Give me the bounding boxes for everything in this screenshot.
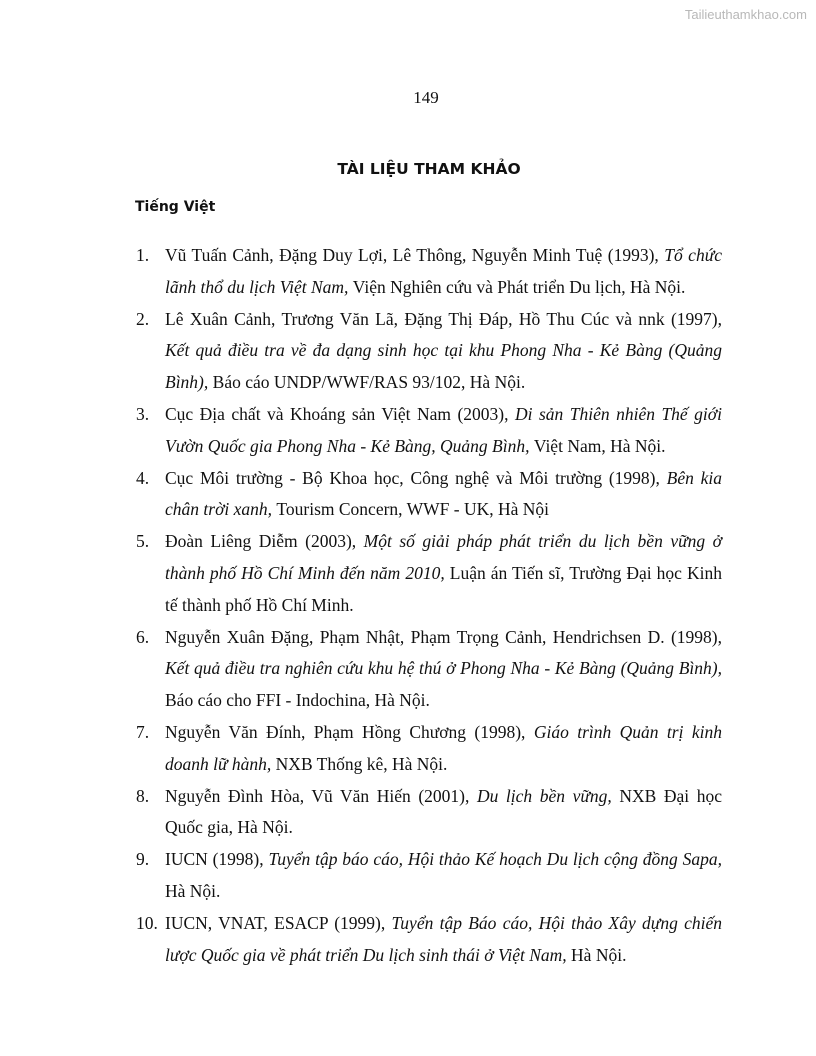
reference-publisher: Luận án Tiến sĩ, Trường Đại học Kinh tế thành phố Hồ Chí Minh.	[165, 562, 722, 615]
reference-authors: Cục Địa chất và Khoáng sản Việt Nam (2003),	[165, 403, 515, 424]
reference-title: Kết quả điều tra về đa dạng sinh học tại khu Phong Nha - Kẻ Bàng (Quảng Bình),	[165, 340, 722, 393]
reference-item	[136, 463, 722, 527]
reference-publisher: NXB Thống kê, Hà Nội.	[275, 753, 448, 774]
section-heading: Tiếng Việt	[135, 199, 216, 215]
reference-item	[136, 304, 722, 399]
reference-item	[136, 717, 722, 781]
reference-list	[136, 240, 722, 971]
reference-number: 6.	[136, 626, 150, 647]
reference-number: 3.	[136, 403, 150, 424]
reference-item	[136, 622, 722, 717]
reference-authors: Nguyễn Đình Hòa, Vũ Văn Hiến (2001),	[165, 785, 477, 806]
reference-item	[136, 908, 722, 972]
reference-authors: Nguyễn Xuân Đặng, Phạm Nhật, Phạm Trọng Cảnh, Hendrichsen D. (1998),	[165, 626, 722, 647]
page-title: TÀI LIỆU THAM KHẢO	[337, 160, 521, 178]
reference-title: Bên kia chân trời xanh,	[165, 467, 722, 520]
reference-publisher: Báo cáo UNDP/WWF/RAS 93/102, Hà Nội.	[212, 372, 526, 393]
reference-number: 7.	[136, 721, 150, 742]
reference-authors: Lê Xuân Cảnh, Trương Văn Lã, Đặng Thị Đáp, Hồ Thu Cúc và nnk (1997),	[165, 308, 722, 329]
reference-title: Giáo trình Quản trị kinh doanh lữ hành,	[165, 721, 722, 774]
reference-item	[136, 526, 722, 621]
reference-publisher: Hà Nội.	[571, 944, 627, 965]
reference-number: 1.	[136, 245, 150, 265]
reference-publisher: Viện Nghiên cứu và Phát triển Du lịch, Hà Nội.	[352, 276, 686, 297]
reference-publisher: Tourism Concern, WWF - UK, Hà Nội	[276, 499, 549, 520]
reference-authors: Nguyễn Văn Đính, Phạm Hồng Chương (1998),	[165, 721, 534, 742]
reference-item	[136, 781, 722, 845]
reference-item	[136, 399, 722, 463]
reference-authors: IUCN (1998),	[165, 849, 269, 870]
reference-publisher: Hà Nội.	[165, 880, 221, 901]
reference-item	[136, 240, 722, 304]
reference-authors: Đoàn Liêng Diễm (2003),	[165, 531, 364, 552]
reference-item	[136, 844, 722, 908]
reference-title: Di sản Thiên nhiên Thế giới Vườn Quốc gia Phong Nha - Kẻ Bàng, Quảng Bình,	[165, 403, 722, 456]
reference-title: Một số giải pháp phát triển du lịch bền vững ở thành phố Hồ Chí Minh đến năm 2010,	[165, 531, 722, 583]
reference-publisher: Báo cáo cho FFI - Indochina, Hà Nội.	[165, 690, 430, 711]
reference-authors: Vũ Tuấn Cảnh, Đặng Duy Lợi, Lê Thông, Nguyễn Minh Tuệ (1993),	[165, 245, 665, 265]
reference-publisher: NXB Đại học Quốc gia, Hà Nội.	[165, 785, 722, 838]
reference-title: Du lịch bền vững,	[476, 785, 620, 806]
reference-title: Kết quả điều tra nghiên cứu khu hệ thú ở Phong Nha - Kẻ Bàng (Quảng Bình),	[165, 658, 722, 679]
reference-publisher: Việt Nam, Hà Nội.	[533, 435, 666, 456]
reference-authors: IUCN, VNAT, ESACP (1999),	[165, 912, 392, 933]
reference-title: Tổ chức lãnh thổ du lịch Việt Nam,	[165, 245, 722, 297]
reference-number: 2.	[136, 308, 150, 329]
reference-number: 4.	[136, 467, 150, 488]
reference-number: 10.	[136, 912, 158, 933]
page-number: 149	[413, 88, 439, 107]
watermark: Tailieuthamkhao.com	[684, 7, 807, 22]
reference-title: Tuyển tập báo cáo, Hội thảo Kế hoạch Du lịch cộng đồng Sapa,	[268, 849, 722, 870]
reference-number: 9.	[136, 849, 150, 870]
reference-authors: Cục Môi trường - Bộ Khoa học, Công nghệ và Môi trường (1998),	[165, 467, 667, 488]
reference-number: 8.	[136, 785, 150, 806]
reference-number: 5.	[136, 531, 150, 552]
reference-title: Tuyển tập Báo cáo, Hội thảo Xây dựng chiến lược Quốc gia về phát triển Du lịch sinh thái ở Việt Nam,	[165, 912, 722, 965]
